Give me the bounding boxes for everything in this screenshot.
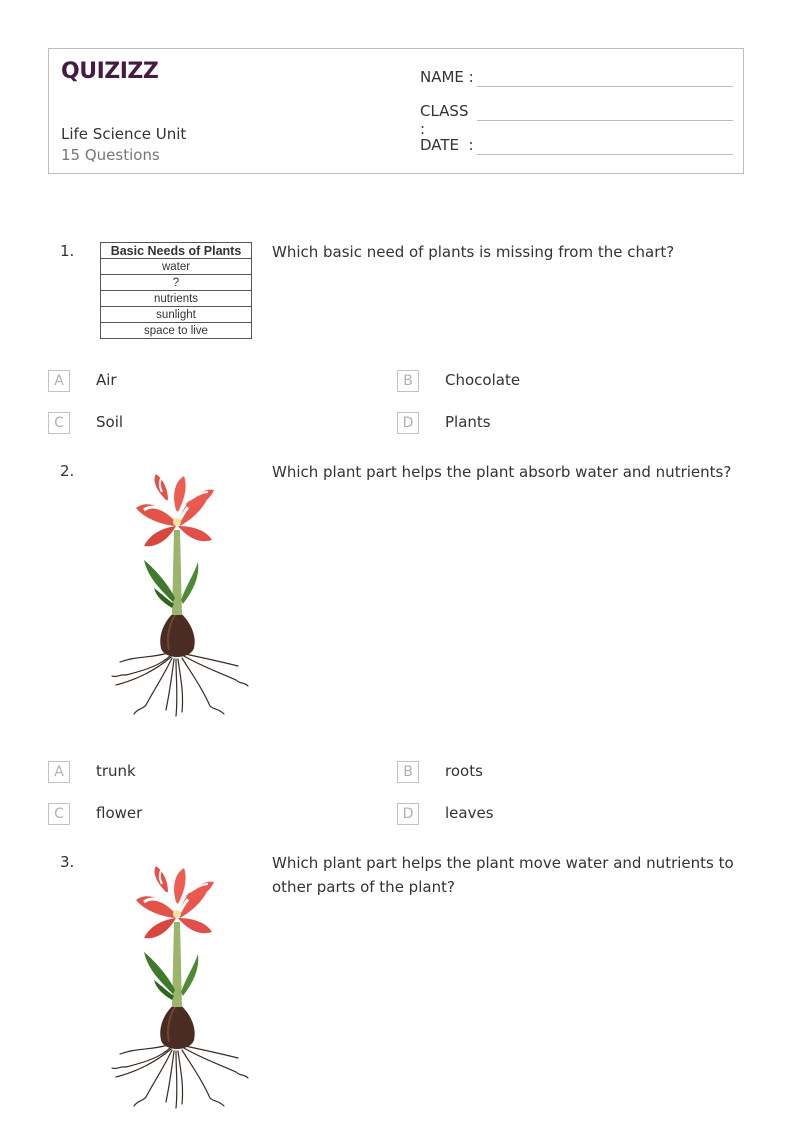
option-d-box[interactable]: D [397, 803, 419, 825]
option-d-text[interactable]: Plants [445, 413, 491, 431]
chart-row: water [101, 259, 252, 275]
option-b-text[interactable]: roots [445, 762, 483, 780]
option-c-box[interactable]: C [48, 412, 70, 434]
worksheet-title: Life Science Unit [61, 125, 187, 143]
chart-row: ? [101, 275, 252, 291]
class-label: CLASS : [420, 102, 469, 138]
name-field[interactable] [420, 68, 476, 86]
amaryllis-plant-image [106, 470, 251, 720]
question-3-text: Which plant part helps the plant move water and nutrients to other parts of the plant? [272, 854, 734, 896]
name-line[interactable] [477, 86, 733, 87]
option-a-text[interactable]: trunk [96, 762, 136, 780]
date-label: DATE : [420, 136, 474, 154]
quizizz-logo: QUIZIZZ [61, 59, 159, 84]
class-line[interactable] [477, 120, 733, 121]
question-1-number: 1. [60, 242, 75, 260]
chart-row: space to live [101, 323, 252, 339]
question-3-number: 3. [60, 853, 75, 871]
name-label: NAME : [420, 68, 474, 86]
chart-row: sunlight [101, 307, 252, 323]
option-b-box[interactable]: B [397, 370, 419, 392]
chart-header: Basic Needs of Plants [101, 243, 252, 259]
question-1-text: Which basic need of plants is missing from the chart? [272, 243, 675, 261]
class-field[interactable] [420, 102, 476, 138]
question-2-text: Which plant part helps the plant absorb water and nutrients? [272, 463, 732, 481]
worksheet-header [48, 48, 744, 174]
option-a-box[interactable]: A [48, 370, 70, 392]
date-field[interactable] [420, 136, 476, 154]
basic-needs-chart [100, 242, 252, 339]
question-count: 15 Questions [61, 146, 160, 164]
option-d-text[interactable]: leaves [445, 804, 494, 822]
option-d-box[interactable]: D [397, 412, 419, 434]
option-a-box[interactable]: A [48, 761, 70, 783]
amaryllis-plant-image [106, 862, 251, 1112]
option-a-text[interactable]: Air [96, 371, 117, 389]
chart-row: nutrients [101, 291, 252, 307]
question-2-number: 2. [60, 462, 75, 480]
option-b-text[interactable]: Chocolate [445, 371, 521, 389]
option-c-text[interactable]: Soil [96, 413, 124, 431]
option-c-box[interactable]: C [48, 803, 70, 825]
option-c-text[interactable]: flower [96, 804, 143, 822]
option-b-box[interactable]: B [397, 761, 419, 783]
date-line[interactable] [477, 154, 733, 155]
